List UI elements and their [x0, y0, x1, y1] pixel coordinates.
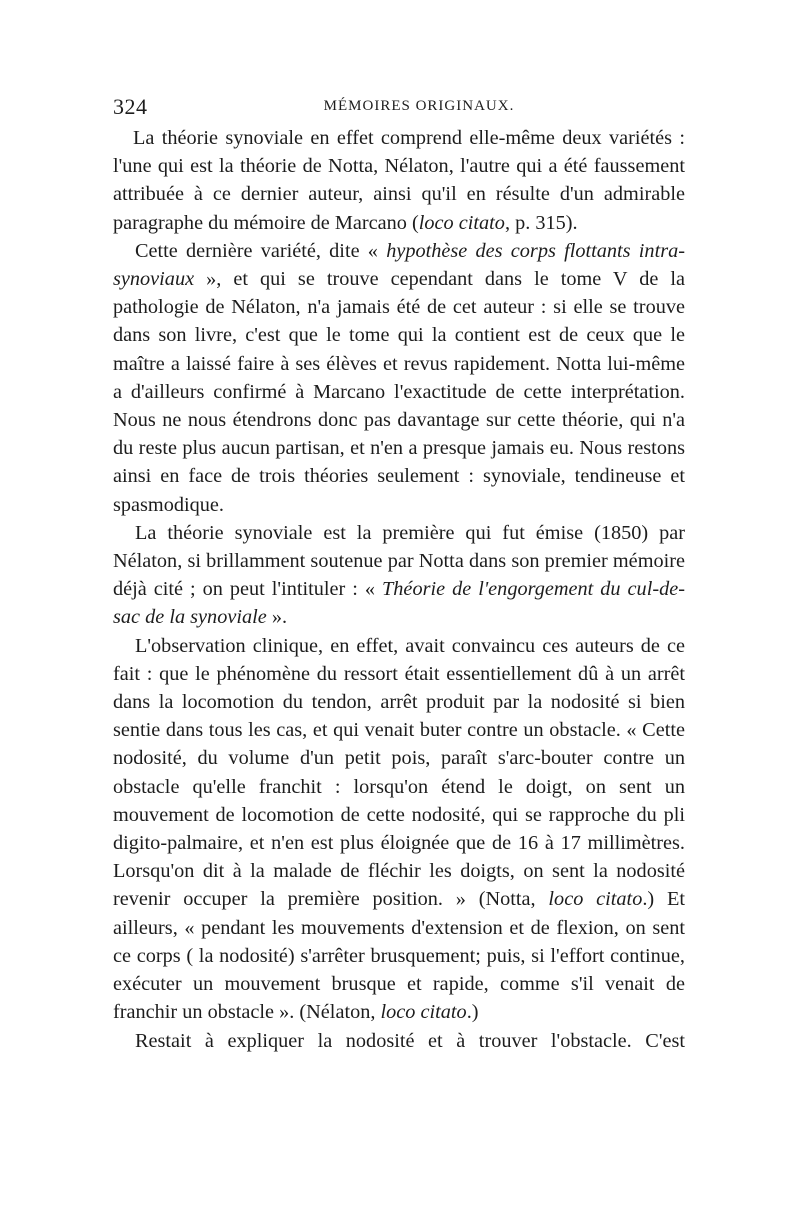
- paragraph-4-italic-2: loco citato: [380, 1001, 467, 1024]
- paragraph-3-text-end: ».: [266, 606, 288, 629]
- paragraph-2-text-end: », et qui se trouve cependant dans le tome V de la pathologie de Nélaton, n'a jamais été de cet auteur : si elle se trouve dans son livre, c'est que le tome qui la contient est de ceux que le maître a laissé faire à ses élèves et revus rapidement. Notta lui-même a d'ailleurs confirmé à Marcano l'exactitude de cette interprétation. Nous ne nous étendrons donc pas davantage sur cette théorie, qui n'a du reste plus aucun partisan, et n'en a presque jamais eu. Nous restons ainsi en face de trois théories seulement : synoviale, tendineuse et spasmodique.: [113, 268, 685, 516]
- paragraph-1-italic: loco citato: [418, 211, 505, 234]
- paragraph-4-text-end: .): [466, 1001, 479, 1024]
- running-head: [113, 92, 685, 124]
- paragraph-1: [113, 124, 685, 237]
- page-number: 324: [113, 94, 148, 119]
- book-page: [113, 92, 685, 1055]
- paragraph-2-italic: hypothèse des corps flottants intra-synoviaux: [113, 239, 685, 291]
- paragraph-5-text: Restait à expliquer la nodosité et à trouver l'obstacle. C'est: [135, 1029, 685, 1052]
- body-text: [113, 124, 685, 1055]
- running-title: MÉMOIRES ORIGINAUX.: [323, 98, 515, 114]
- paragraph-1-text: La théorie synoviale en effet comprend elle-même deux variétés : l'une qui est la théorie de Notta, Nélaton, l'autre qui a été faussement attribuée à ce dernier auteur, ainsi qu'il en résulte d'un admirable paragraphe du mémoire de Marcano (: [113, 127, 685, 234]
- paragraph-5: [113, 1027, 685, 1055]
- paragraph-2: [113, 237, 685, 519]
- paragraph-1-text-end: , p. 315).: [504, 211, 578, 234]
- paragraph-3-italic: Théorie de l'engorgement du cul-de-sac de la synoviale: [113, 578, 685, 629]
- paragraph-4-text-middle: .) Et ailleurs, « pendant les mouvements d'extension et de flexion, on sent ce corps ( la nodosité) s'arrêter brusquement; puis, si l'effort continue, exécuter un mouvement brusque et rapide, comme s'il venait de franchir un obstacle ». (Nélaton,: [113, 888, 685, 1024]
- paragraph-4-italic-1: loco citato: [548, 888, 643, 911]
- paragraph-3: [113, 519, 685, 632]
- paragraph-2-text: Cette dernière variété, dite «: [135, 239, 387, 262]
- paragraph-3-text: La théorie synoviale est la première qui fut émise (1850) par Nélaton, si brillamment soutenue par Notta dans son premier mémoire déjà cité ; on peut l'intituler : «: [113, 521, 685, 601]
- paragraph-4: [113, 632, 685, 1027]
- paragraph-4-text: L'observation clinique, en effet, avait convaincu ces auteurs de ce fait : que le phénomène du ressort était essentiellement dû à un arrêt dans la locomotion du tendon, arrêt produit par la nodosité si bien sentie dans tous les cas, et qui venait buter contre un obstacle. « Cette nodosité, du volume d'un petit pois, paraît s'arc-bouter contre un obstacle qu'elle franchit : lorsqu'on étend le doigt, on sent un mouvement de locomotion de cette nodosité, qui se rapproche du pli digito-palmaire, et n'en est plus éloignée que de 16 à 17 millimètres. Lorsqu'on dit à la malade de fléchir les doigts, on sent la nodosité revenir occuper la première position. » (Notta,: [113, 634, 685, 911]
